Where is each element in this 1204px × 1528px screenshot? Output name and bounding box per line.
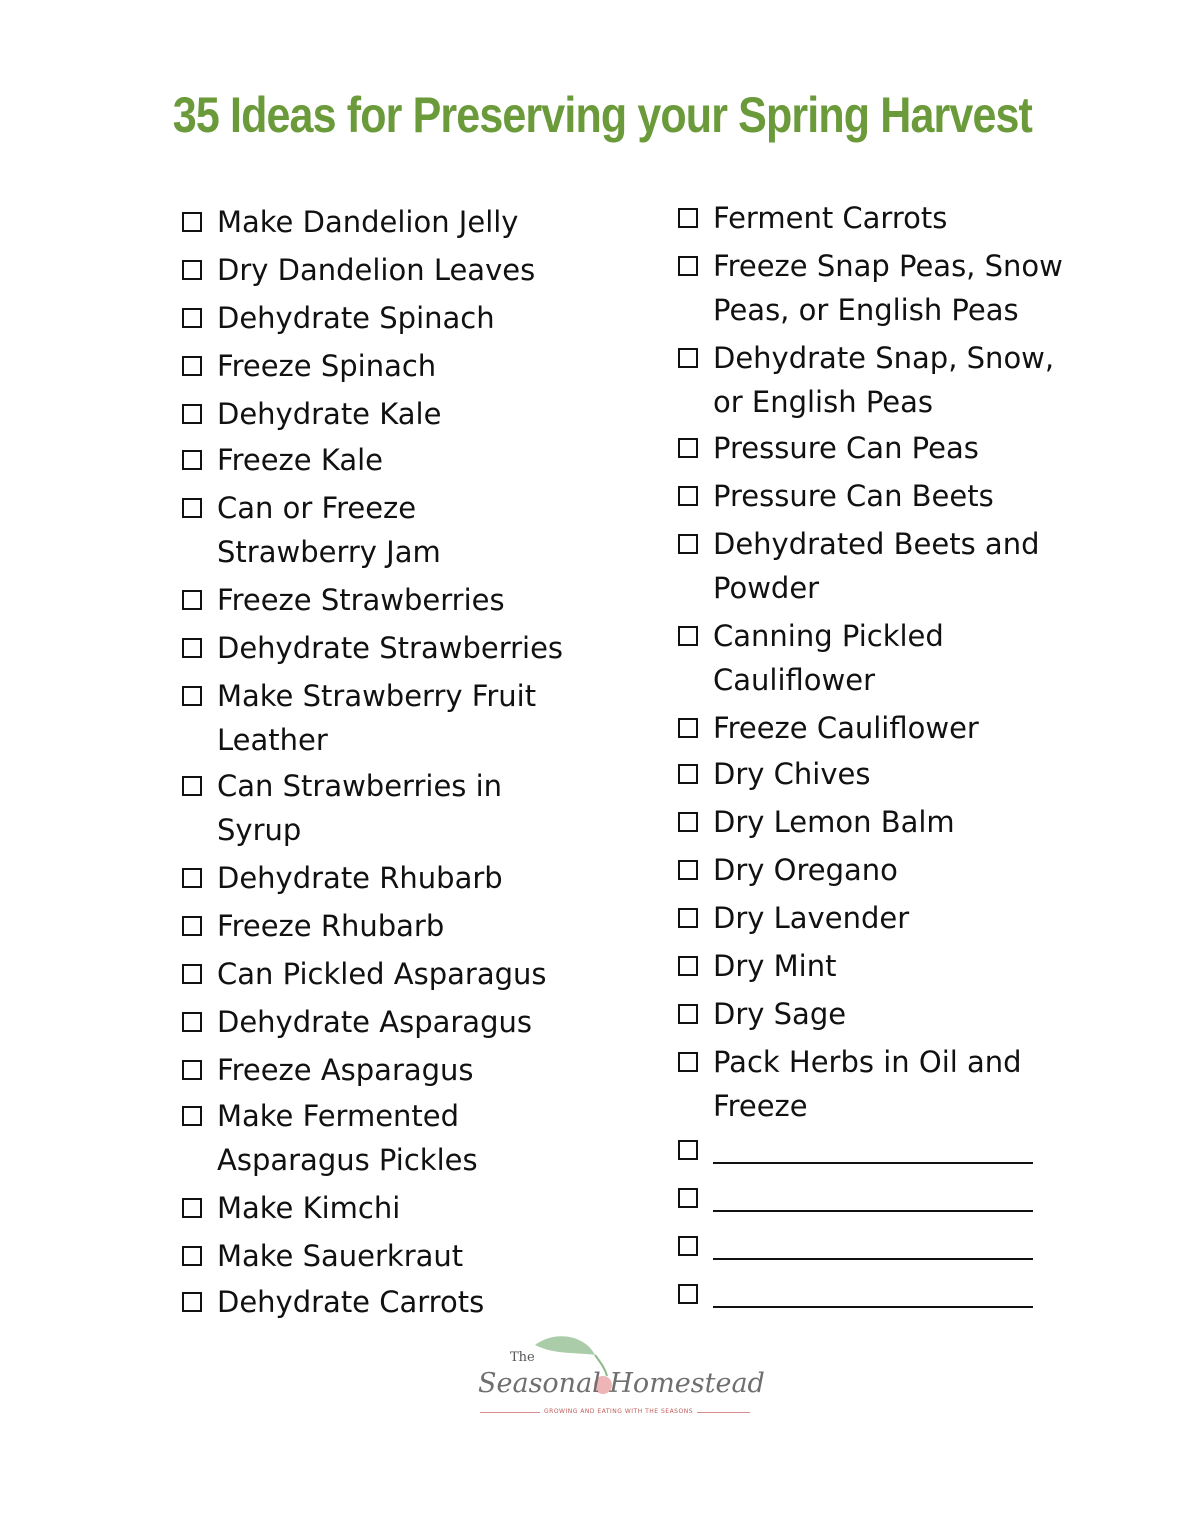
- checkbox-icon[interactable]: [182, 1198, 202, 1218]
- checkbox-icon[interactable]: [678, 256, 698, 276]
- checklist-item-label: Freeze Snap Peas, Snow: [713, 249, 1063, 283]
- checklist-item-label: Dehydrate Kale: [217, 397, 442, 431]
- page-title: 35 Ideas for Preserving your Spring Harvest: [172, 87, 1033, 143]
- checklist-item-label: Asparagus Pickles: [217, 1143, 478, 1177]
- fill-in-line[interactable]: [713, 1210, 1033, 1212]
- checkbox-icon[interactable]: [182, 498, 202, 518]
- checkbox-icon[interactable]: [182, 1292, 202, 1312]
- checklist-item-label: Pack Herbs in Oil and: [713, 1045, 1022, 1079]
- checkbox-icon[interactable]: [678, 812, 698, 832]
- checkbox-icon[interactable]: [182, 260, 202, 280]
- checklist-item-label: Dry Lavender: [713, 901, 910, 935]
- checklist-item-label: Dry Oregano: [713, 853, 898, 887]
- checklist-item-label: Make Fermented: [217, 1099, 460, 1133]
- checklist-item-label: Dehydrate Snap, Snow,: [713, 341, 1055, 375]
- checkbox-icon[interactable]: [678, 908, 698, 928]
- checklist-item-label: Pressure Can Peas: [713, 431, 979, 465]
- checklist-item-label: Dry Lemon Balm: [713, 805, 955, 839]
- checklist-item-label: Freeze: [713, 1089, 808, 1123]
- checklist-item-label: Make Sauerkraut: [217, 1239, 464, 1273]
- logo-name-text: Seasonal Homestead: [478, 1368, 765, 1399]
- checkbox-icon[interactable]: [182, 686, 202, 706]
- checkbox-icon[interactable]: [182, 590, 202, 610]
- checklist-item-label: Dehydrate Strawberries: [217, 631, 564, 665]
- checkbox-icon[interactable]: [182, 638, 202, 658]
- checklist-item-label: Dry Dandelion Leaves: [217, 253, 536, 287]
- checklist-item-label: Cauliflower: [713, 663, 876, 697]
- checklist-item-label: or English Peas: [713, 385, 933, 419]
- checkbox-icon[interactable]: [678, 764, 698, 784]
- checkbox-icon[interactable]: [678, 486, 698, 506]
- checkbox-icon[interactable]: [182, 776, 202, 796]
- checkbox-icon[interactable]: [182, 356, 202, 376]
- checkbox-icon[interactable]: [678, 626, 698, 646]
- checkbox-icon[interactable]: [678, 534, 698, 554]
- checkbox-icon[interactable]: [678, 1004, 698, 1024]
- checklist-item-label: Dry Chives: [713, 757, 871, 791]
- checklist-item-label: Syrup: [217, 813, 302, 847]
- logo-tagline: GROWING AND EATING WITH THE SEASONS: [540, 1408, 697, 1415]
- checklist-item-label: Can Pickled Asparagus: [217, 957, 547, 991]
- checklist-item-label: Make Strawberry Fruit: [217, 679, 537, 713]
- checkbox-icon[interactable]: [678, 718, 698, 738]
- checklist-item-label: Dehydrate Asparagus: [217, 1005, 532, 1039]
- checkbox-icon[interactable]: [182, 212, 202, 232]
- checklist-item-label: Pressure Can Beets: [713, 479, 994, 513]
- checkbox-icon[interactable]: [182, 1012, 202, 1032]
- checkbox-icon[interactable]: [182, 1106, 202, 1126]
- checkbox-icon[interactable]: [182, 868, 202, 888]
- checklist-item-label: Strawberry Jam: [217, 535, 441, 569]
- checklist-item-label: Freeze Cauliflower: [713, 711, 979, 745]
- checklist-item-label: Dehydrated Beets and: [713, 527, 1040, 561]
- checklist-item-label: Can Strawberries in: [217, 769, 503, 803]
- checkbox-icon[interactable]: [678, 1140, 698, 1160]
- checkbox-icon[interactable]: [678, 348, 698, 368]
- checklist-item-label: Freeze Spinach: [217, 349, 437, 383]
- checklist-item-label: Ferment Carrots: [713, 201, 948, 235]
- checkbox-icon[interactable]: [678, 438, 698, 458]
- checkbox-icon[interactable]: [182, 1246, 202, 1266]
- checkbox-icon[interactable]: [182, 916, 202, 936]
- logo-the-text: The: [510, 1350, 535, 1365]
- checkbox-icon[interactable]: [678, 208, 698, 228]
- checkbox-icon[interactable]: [182, 308, 202, 328]
- checkbox-icon[interactable]: [678, 956, 698, 976]
- brand-logo: [470, 1330, 765, 1440]
- fill-in-line[interactable]: [713, 1306, 1033, 1308]
- fill-in-line[interactable]: [713, 1162, 1033, 1164]
- checkbox-icon[interactable]: [678, 1236, 698, 1256]
- checklist-item-label: Dehydrate Spinach: [217, 301, 495, 335]
- checklist-item-label: Freeze Strawberries: [217, 583, 505, 617]
- checklist-item-label: Make Kimchi: [217, 1191, 401, 1225]
- checklist-item-label: Leather: [217, 723, 328, 757]
- checklist-item-label: Freeze Rhubarb: [217, 909, 445, 943]
- checklist-item-label: Freeze Kale: [217, 443, 383, 477]
- checklist-item-label: Dry Mint: [713, 949, 837, 983]
- checklist-item-label: Can or Freeze: [217, 491, 417, 525]
- checkbox-icon[interactable]: [678, 860, 698, 880]
- checkbox-icon[interactable]: [182, 964, 202, 984]
- checkbox-icon[interactable]: [182, 450, 202, 470]
- checkbox-icon[interactable]: [678, 1188, 698, 1208]
- checklist-item-label: Canning Pickled: [713, 619, 944, 653]
- checklist-item-label: Dry Sage: [713, 997, 847, 1031]
- checklist-item-label: Powder: [713, 571, 820, 605]
- checklist-item-label: Make Dandelion Jelly: [217, 205, 519, 239]
- checklist-item-label: Freeze Asparagus: [217, 1053, 474, 1087]
- checklist-item-label: Peas, or English Peas: [713, 293, 1019, 327]
- checkbox-icon[interactable]: [678, 1052, 698, 1072]
- checklist-item-label: Dehydrate Rhubarb: [217, 861, 503, 895]
- checklist-item-label: Dehydrate Carrots: [217, 1285, 485, 1319]
- fill-in-line[interactable]: [713, 1258, 1033, 1260]
- checkbox-icon[interactable]: [678, 1284, 698, 1304]
- checkbox-icon[interactable]: [182, 404, 202, 424]
- checkbox-icon[interactable]: [182, 1060, 202, 1080]
